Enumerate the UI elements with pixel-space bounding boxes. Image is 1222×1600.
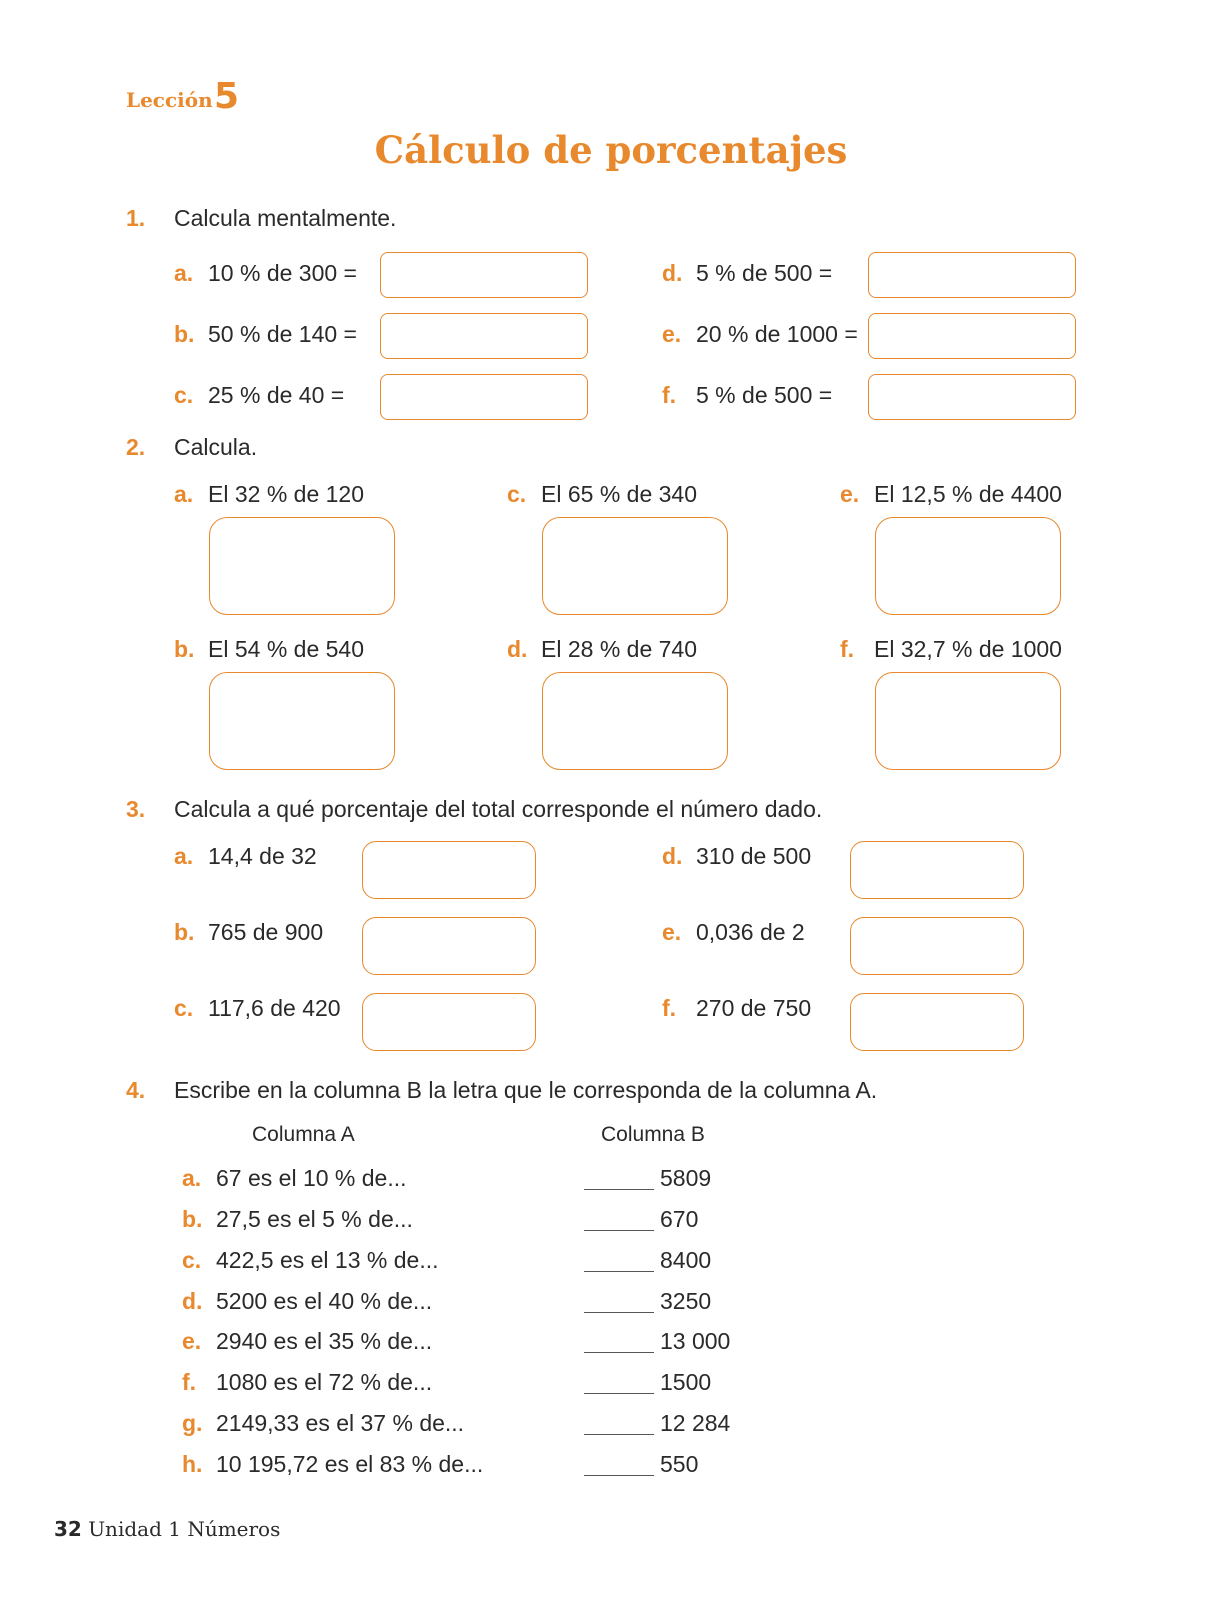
q3-item-d <box>662 843 811 870</box>
column-a-item <box>182 1247 439 1274</box>
q3-item-text: 14,4 de 32 <box>208 843 317 869</box>
page-number: 32 <box>54 1517 82 1541</box>
column-b-value: 8400 <box>660 1247 712 1273</box>
q1-item-letter: b. <box>174 321 195 347</box>
q1-item-letter: f. <box>662 382 677 408</box>
column-a-text: 2149,33 es el 37 % de... <box>216 1410 465 1436</box>
column-a-letter: h. <box>182 1451 203 1477</box>
column-a-letter: g. <box>182 1410 203 1436</box>
q1-answer-box-d[interactable] <box>868 252 1076 298</box>
q1-item-a <box>174 260 357 287</box>
q3-item-e <box>662 919 805 946</box>
q1-item-text: 10 % de 300 = <box>208 260 357 286</box>
column-b-value: 12 284 <box>660 1410 731 1436</box>
q1-item-letter: a. <box>174 260 194 286</box>
answer-blank[interactable] <box>584 1230 654 1231</box>
q1-item-d <box>662 260 832 287</box>
q3-item-text: 310 de 500 <box>696 843 812 869</box>
lesson-number: 5 <box>214 76 240 117</box>
answer-blank[interactable] <box>584 1352 654 1353</box>
q4-instruction: Escribe en la columna B la letra que le corresponda de la columna A. <box>174 1077 878 1103</box>
q2-item-letter: b. <box>174 636 195 662</box>
q3-instruction: Calcula a qué porcentaje del total corresponde el número dado. <box>174 796 823 822</box>
q1-item-f <box>662 382 832 409</box>
column-a-text: 1080 es el 72 % de... <box>216 1369 433 1395</box>
page-title: Cálculo de porcentajes <box>374 128 848 172</box>
answer-blank[interactable] <box>584 1434 654 1435</box>
q3-item-letter: e. <box>662 919 682 945</box>
answer-blank[interactable] <box>584 1475 654 1476</box>
q2-item-b <box>174 636 364 663</box>
column-a-item <box>182 1288 432 1315</box>
q3-answer-box-b[interactable] <box>362 917 536 975</box>
column-a-letter: d. <box>182 1288 203 1314</box>
q1-item-letter: e. <box>662 321 682 347</box>
column-a-letter: a. <box>182 1165 202 1191</box>
q2-answer-box-b[interactable] <box>209 672 395 770</box>
q1-answer-box-e[interactable] <box>868 313 1076 359</box>
q1-instruction: Calcula mentalmente. <box>174 205 397 231</box>
column-b-value: 670 <box>660 1206 699 1232</box>
column-a-item <box>182 1410 464 1437</box>
q2-item-letter: d. <box>507 636 528 662</box>
column-a-header: Columna A <box>252 1123 355 1146</box>
column-a-letter: e. <box>182 1328 202 1354</box>
q1-answer-box-c[interactable] <box>380 374 588 420</box>
q3-answer-box-c[interactable] <box>362 993 536 1051</box>
column-a-item <box>182 1451 483 1478</box>
q1-answer-box-a[interactable] <box>380 252 588 298</box>
footer-topic: Números <box>187 1517 281 1541</box>
q2-item-letter: a. <box>174 481 194 507</box>
q3-item-letter: b. <box>174 919 195 945</box>
lesson-label: Lección <box>126 88 213 112</box>
q1-item-text: 5 % de 500 = <box>696 382 833 408</box>
column-a-text: 422,5 es el 13 % de... <box>216 1247 439 1273</box>
q2-answer-box-d[interactable] <box>542 672 728 770</box>
q1-answer-box-b[interactable] <box>380 313 588 359</box>
column-a-text: 10 195,72 es el 83 % de... <box>216 1451 484 1477</box>
column-a-item <box>182 1328 432 1355</box>
q1-item-text: 25 % de 40 = <box>208 382 345 408</box>
q2-item-e <box>840 481 1062 508</box>
q1-item-text: 5 % de 500 = <box>696 260 833 286</box>
column-b-value: 1500 <box>660 1369 712 1395</box>
q3-item-letter: c. <box>174 995 194 1021</box>
footer-unit: Unidad 1 <box>88 1517 181 1541</box>
column-a-item <box>182 1165 407 1192</box>
column-b-value: 3250 <box>660 1288 712 1314</box>
q2-number: 2. <box>126 434 146 460</box>
q2-item-letter: c. <box>507 481 527 507</box>
q3-answer-box-a[interactable] <box>362 841 536 899</box>
q2-answer-box-a[interactable] <box>209 517 395 615</box>
answer-blank[interactable] <box>584 1312 654 1313</box>
q3-item-text: 0,036 de 2 <box>696 919 805 945</box>
q1-item-letter: c. <box>174 382 194 408</box>
q2-item-text: El 32,7 % de 1000 <box>874 636 1062 662</box>
q3-answer-box-e[interactable] <box>850 917 1024 975</box>
q2-item-text: El 65 % de 340 <box>541 481 698 507</box>
column-a-text: 27,5 es el 5 % de... <box>216 1206 413 1232</box>
q3-item-b <box>174 919 323 946</box>
q1-item-c <box>174 382 344 409</box>
answer-blank[interactable] <box>584 1271 654 1272</box>
column-a-text: 2940 es el 35 % de... <box>216 1328 433 1354</box>
q3-item-a <box>174 843 317 870</box>
q3-answer-box-f[interactable] <box>850 993 1024 1051</box>
q1-item-text: 50 % de 140 = <box>208 321 357 347</box>
q2-item-letter: f. <box>840 636 855 662</box>
column-a-item <box>182 1369 432 1396</box>
q2-item-c <box>507 481 697 508</box>
column-a-letter: b. <box>182 1206 203 1232</box>
q1-item-e <box>662 321 858 348</box>
q2-item-text: El 12,5 % de 4400 <box>874 481 1062 507</box>
q1-item-text: 20 % de 1000 = <box>696 321 858 347</box>
column-b-header: Columna B <box>601 1123 705 1146</box>
q2-answer-box-c[interactable] <box>542 517 728 615</box>
q3-item-text: 117,6 de 420 <box>208 995 341 1021</box>
column-a-letter: f. <box>182 1369 197 1395</box>
column-a-text: 5200 es el 40 % de... <box>216 1288 433 1314</box>
q2-item-d <box>507 636 697 663</box>
q2-answer-box-e[interactable] <box>875 517 1061 615</box>
column-b-value: 5809 <box>660 1165 712 1191</box>
q2-instruction: Calcula. <box>174 434 258 460</box>
q2-item-letter: e. <box>840 481 860 507</box>
q2-item-f <box>840 636 1062 663</box>
q2-item-text: El 32 % de 120 <box>208 481 365 507</box>
answer-blank[interactable] <box>584 1189 654 1190</box>
page-footer <box>54 1517 280 1541</box>
q3-item-text: 765 de 900 <box>208 919 324 945</box>
q2-item-text: El 28 % de 740 <box>541 636 698 662</box>
q1-item-letter: d. <box>662 260 683 286</box>
q4-number: 4. <box>126 1077 146 1103</box>
q3-number: 3. <box>126 796 146 822</box>
q3-item-letter: a. <box>174 843 194 869</box>
q2-item-a <box>174 481 364 508</box>
answer-blank[interactable] <box>584 1393 654 1394</box>
column-a-item <box>182 1206 413 1233</box>
q3-item-c <box>174 995 341 1022</box>
q1-answer-box-f[interactable] <box>868 374 1076 420</box>
q3-item-letter: f. <box>662 995 677 1021</box>
q3-item-f <box>662 995 811 1022</box>
q2-item-text: El 54 % de 540 <box>208 636 365 662</box>
column-b-value: 550 <box>660 1451 699 1477</box>
q1-number: 1. <box>126 205 146 231</box>
q2-answer-box-f[interactable] <box>875 672 1061 770</box>
q3-answer-box-d[interactable] <box>850 841 1024 899</box>
q3-item-text: 270 de 750 <box>696 995 812 1021</box>
column-b-value: 13 000 <box>660 1328 731 1354</box>
q1-item-b <box>174 321 357 348</box>
column-a-text: 67 es el 10 % de... <box>216 1165 407 1191</box>
column-a-letter: c. <box>182 1247 202 1273</box>
q3-item-letter: d. <box>662 843 683 869</box>
